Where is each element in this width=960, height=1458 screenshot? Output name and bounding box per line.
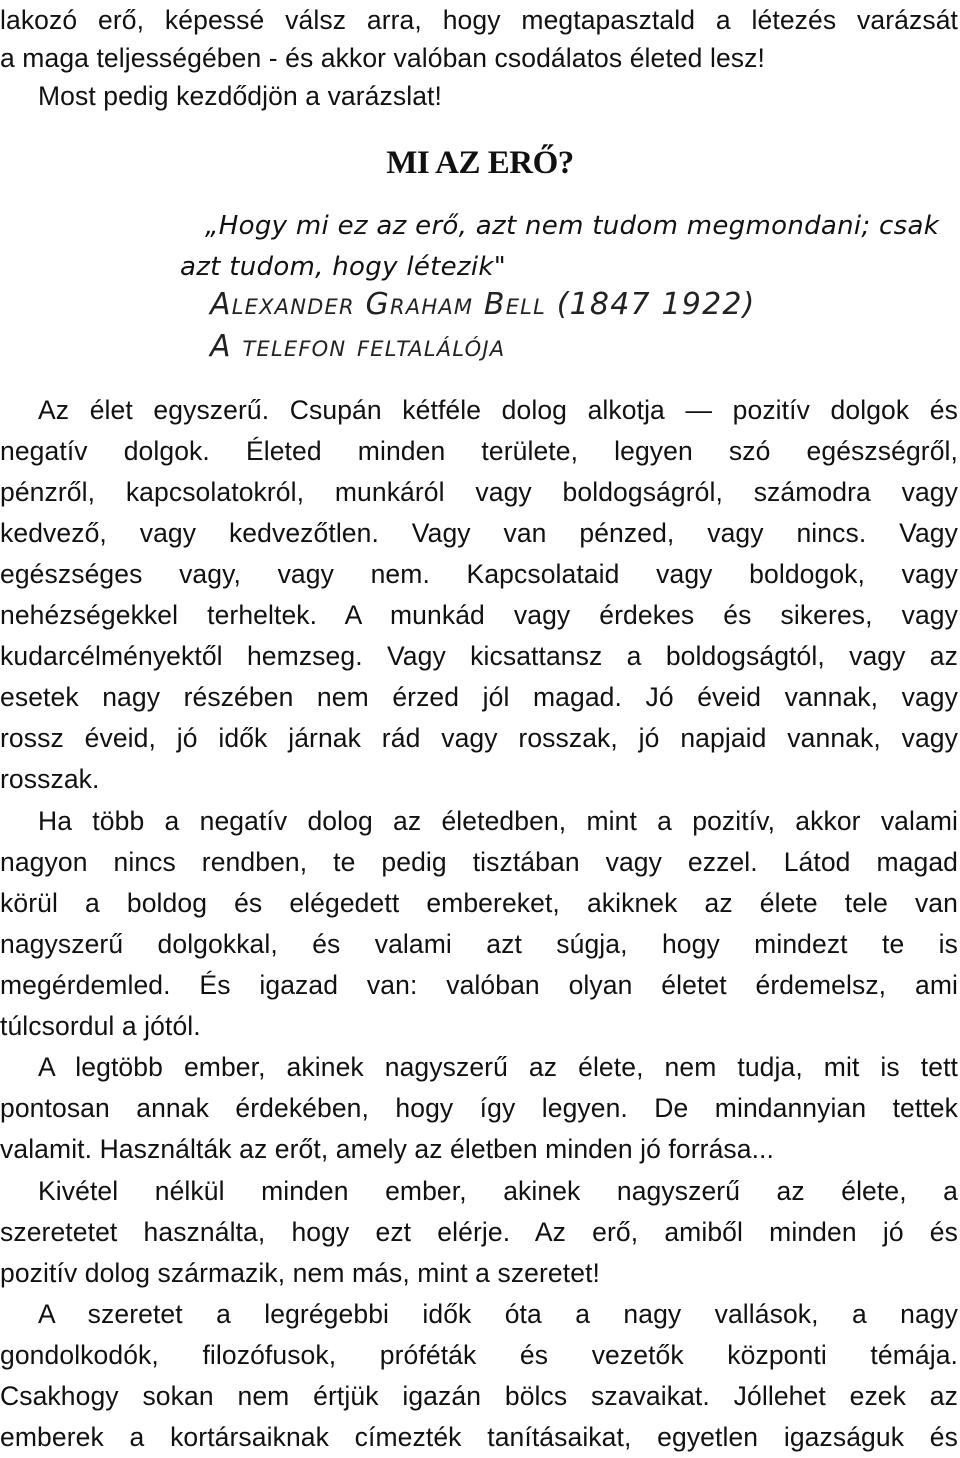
paragraph-line: Kivétel nélkül minden ember, akinek nagyszerű az élete, a xyxy=(38,1176,958,1206)
quote-line: azt tudom, hogy létezik" xyxy=(180,252,507,282)
quote-author: Alexander Graham Bell (1847 1922) xyxy=(210,287,756,322)
paragraph-line: nagyszerű dolgokkal, és valami azt súgja, hogy mindezt te is xyxy=(0,929,958,959)
paragraph-line: túlcsordul a jótól. xyxy=(0,1011,201,1041)
quote-line: „Hogy mi ez az erő, azt nem tudom megmondani; csak xyxy=(205,211,940,241)
paragraph-line: egészséges vagy, vagy nem. Kapcsolataid vagy boldogok, vagy xyxy=(0,559,958,589)
paragraph-line: kudarcélményektől hemzseg. Vagy kicsattansz a boldogságtól, vagy az xyxy=(0,641,958,671)
paragraph-line: valamit. Használták az erőt, amely az életben minden jó forrása... xyxy=(0,1134,774,1164)
paragraph-line: rosszak. xyxy=(0,764,100,794)
paragraph-line: nehézségekkel terheltek. A munkád vagy érdekes és sikeres, vagy xyxy=(0,600,958,630)
paragraph-line: A szeretet a legrégebbi idők óta a nagy vallások, a nagy xyxy=(38,1299,958,1329)
paragraph-line: szeretetet használta, hogy ezt elérje. Az erő, amiből minden jó és xyxy=(0,1217,958,1247)
paragraph-line: pénzről, kapcsolatokról, munkáról vagy boldogságról, számodra vagy xyxy=(0,477,958,507)
paragraph-line: Csakhogy sokan nem értjük igazán bölcs szavaikat. Jóllehet ezek az xyxy=(0,1381,958,1411)
paragraph-line: Ha több a negatív dolog az életedben, mint a pozitív, akkor valami xyxy=(38,806,958,836)
paragraph-line: negatív dolgok. Életed minden területe, legyen szó egészségről, xyxy=(0,436,958,466)
paragraph-line: pozitív dolog származik, nem más, mint a szeretet! xyxy=(0,1258,600,1288)
paragraph-line: pontosan annak érdekében, hogy így legyen. De mindannyian tettek xyxy=(0,1093,958,1123)
quote-author-role: A telefon feltalálója xyxy=(210,329,506,364)
paragraph-line: körül a boldog és elégedett embereket, akiknek az élete tele van xyxy=(0,888,958,918)
section-heading: MI AZ ERŐ? xyxy=(386,145,574,181)
paragraph-line: esetek nagy részében nem érzed jól magad. Jó éveid vannak, vagy xyxy=(0,682,958,712)
paragraph-line: emberek a kortársaiknak címezték tanításaikat, egyetlen igazságuk és xyxy=(0,1422,958,1452)
paragraph-line: kedvező, vagy kedvezőtlen. Vagy van pénzed, vagy nincs. Vagy xyxy=(0,518,958,548)
paragraph-line: Az élet egyszerű. Csupán kétféle dolog alkotja — pozitív dolgok és xyxy=(38,395,958,425)
paragraph-line: gondolkodók, filozófusok, próféták és vezetők központi témája. xyxy=(0,1340,958,1370)
paragraph-line: rossz éveid, jó idők járnak rád vagy rosszak, jó napjaid vannak, vagy xyxy=(0,723,958,753)
paragraph-line: megérdemled. És igazad van: valóban olyan életet érdemelsz, ami xyxy=(0,970,958,1000)
intro-line: lakozó erő, képessé válsz arra, hogy megtapasztald a létezés varázsát xyxy=(0,5,958,35)
intro-line: a maga teljességében - és akkor valóban csodálatos életed lesz! xyxy=(0,43,765,73)
intro-line: Most pedig kezdődjön a varázslat! xyxy=(38,81,442,111)
paragraph-line: A legtöbb ember, akinek nagyszerű az élete, nem tudja, mit is tett xyxy=(38,1052,958,1082)
paragraph-line: nagyon nincs rendben, te pedig tisztában vagy ezzel. Látod magad xyxy=(0,847,958,877)
